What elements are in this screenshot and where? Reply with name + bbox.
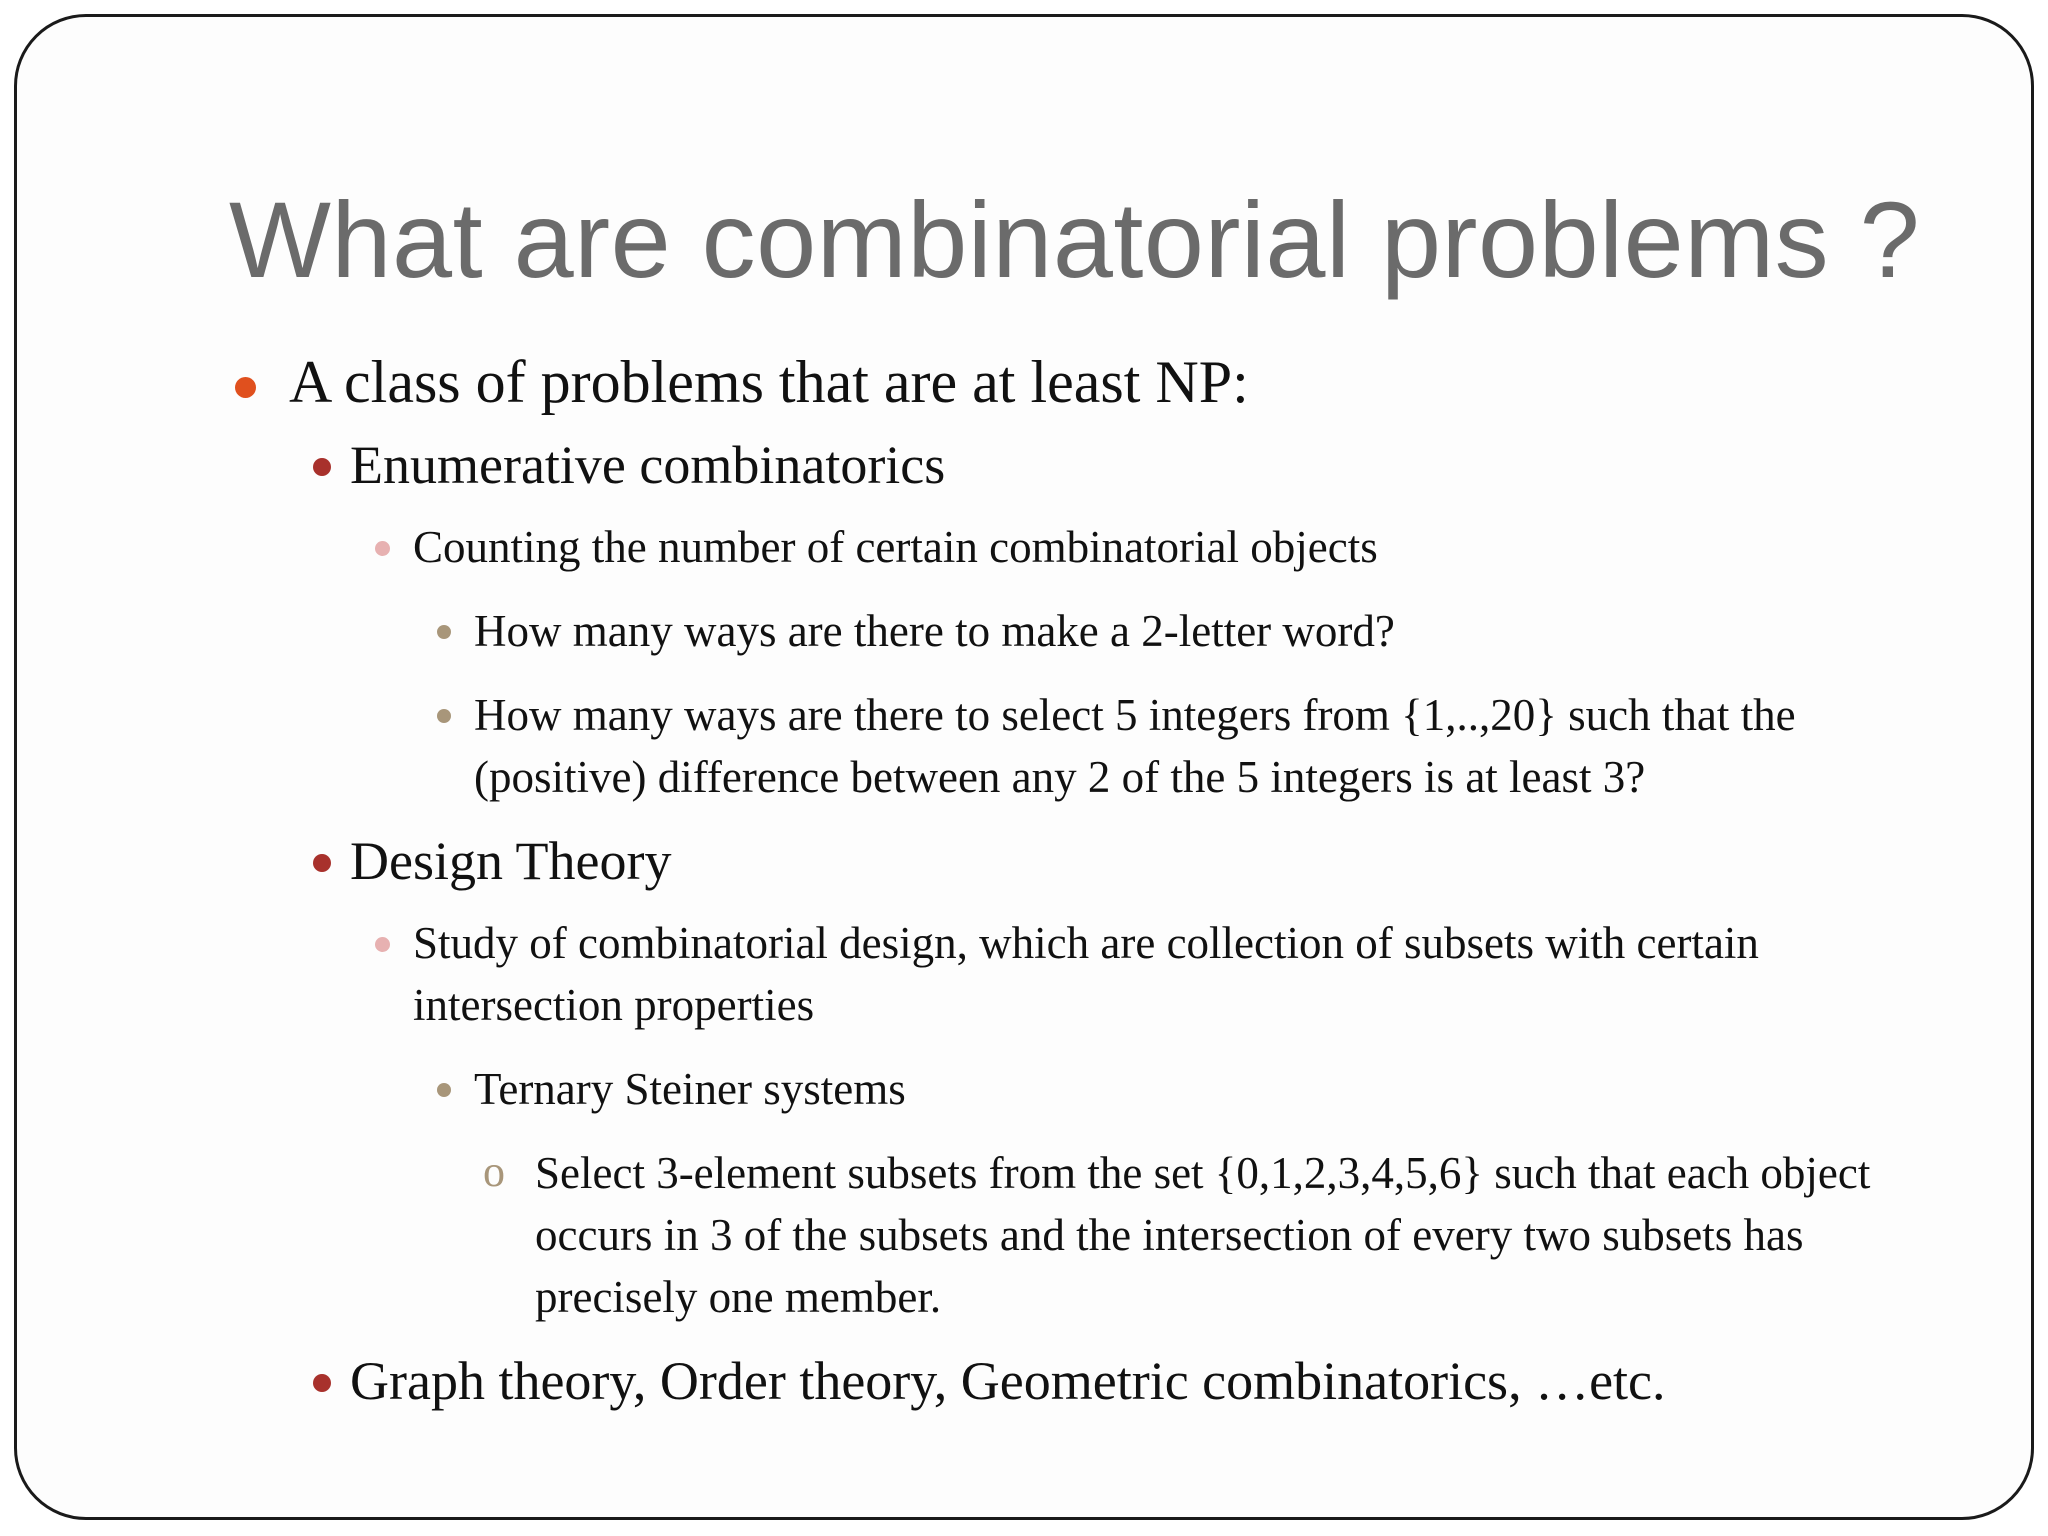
bullet-text: Design Theory [350,830,672,891]
bullet-text: Select 3-element subsets from the set {0,1,2,3,4,5,6} such that each object occurs in 3 of the subsets and the intersection of every two subsets has precisely one member. [535,1147,1871,1323]
bullet-text: Ternary Steiner systems [474,1063,906,1114]
bullet-dot-icon [437,709,451,723]
bullet-dot-icon [313,1374,331,1392]
bullet-dot-icon [437,625,451,639]
bullet-item-level2 [17,434,2034,498]
bullet-text: How many ways are there to select 5 integers from {1,..,20} such that the (positive) difference between any 2 of the 5 integers is at least 3? [474,689,1796,802]
bullet-item-level4 [17,684,1954,808]
bullet-item-level2 [17,1350,2034,1414]
bullet-dot-icon [375,937,390,952]
bullet-dot-icon [235,377,256,398]
bullet-item-level3 [17,516,1773,578]
bullet-text: Graph theory, Order theory, Geometric combinatorics, …etc. [350,1351,1666,1412]
slide-title: What are combinatorial problems ? [229,179,1921,300]
slide-content [17,347,2034,1432]
bullet-dot-icon [437,1083,451,1097]
bullet-item-level2 [17,830,2034,894]
bullet-text: A class of problems that are at least NP: [289,349,1249,415]
bullet-text: Enumerative combinatorics [350,434,946,495]
hollow-circle-bullet-icon: o [483,1146,505,1196]
bullet-item-level4 [17,1058,1954,1120]
bullet-text: How many ways are there to make a 2-letter word? [474,605,1395,656]
slide [14,14,2034,1520]
bullet-item-level3 [17,912,1773,1036]
bullet-dot-icon [313,854,331,872]
bullet-item-level4 [17,600,1954,662]
bullet-dot-icon [375,541,390,556]
bullet-dot-icon [313,458,331,476]
bullet-item-level1 [17,347,2034,418]
bullet-text: Study of combinatorial design, which are collection of subsets with certain intersection properties [413,917,1759,1030]
bullet-item-level5 [17,1142,1915,1328]
bullet-text: Counting the number of certain combinatorial objects [413,521,1378,572]
